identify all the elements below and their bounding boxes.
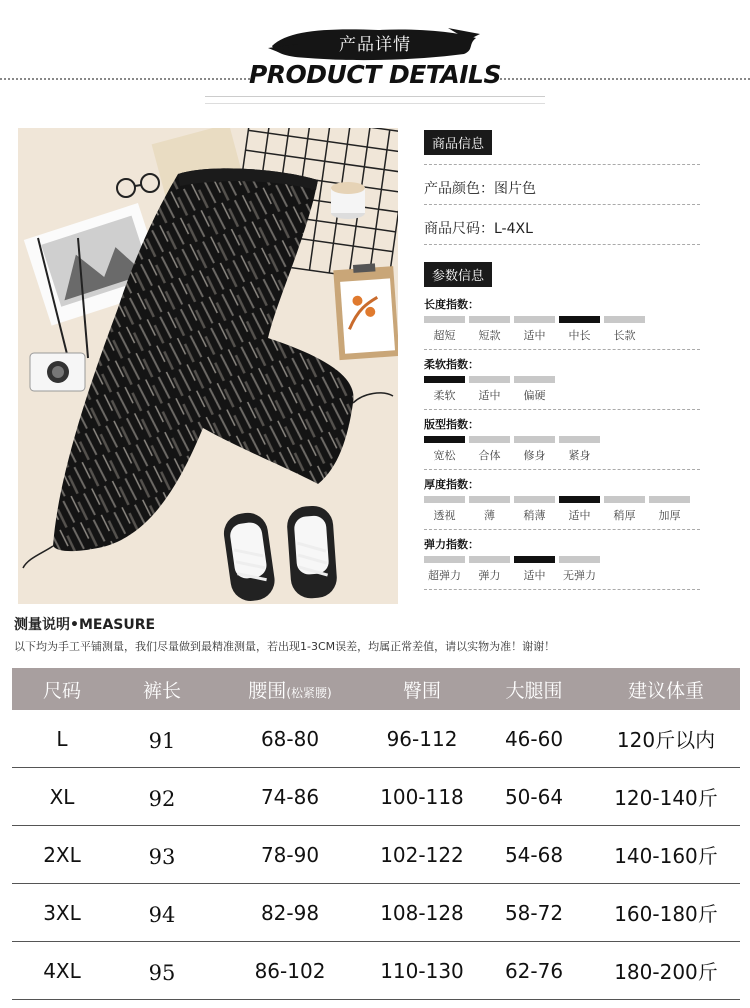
param-block: [424, 416, 700, 470]
cell-weight: 180-200斤: [592, 942, 740, 1000]
param-scale-labels: [424, 507, 700, 523]
cell-waist: 82-98: [212, 884, 368, 942]
cn-title: 产品详情: [339, 35, 411, 55]
size-table-header: [12, 668, 740, 710]
cell-size: 2XL: [12, 826, 112, 884]
header-length: 裤长: [112, 668, 212, 710]
divider: [424, 529, 700, 530]
cell-hip: 108-128: [368, 884, 476, 942]
cell-hip: 100-118: [368, 768, 476, 826]
cell-hip: 96-112: [368, 710, 476, 768]
param-block: [424, 356, 700, 410]
cell-thigh: 58-72: [476, 884, 592, 942]
param-label: 弹力: [478, 569, 501, 582]
size-table-body: [12, 710, 740, 1000]
param-block: [424, 296, 700, 350]
param-label: 透视: [433, 509, 456, 522]
param-scale-labels: [424, 327, 700, 343]
divider: [424, 349, 700, 350]
param-label: 中长: [568, 329, 591, 342]
param-label: 短款: [478, 329, 501, 342]
table-row: [12, 710, 740, 768]
cell-waist: 78-90: [212, 826, 368, 884]
cell-size: 3XL: [12, 884, 112, 942]
param-segment-active: [514, 556, 555, 563]
cell-size: XL: [12, 768, 112, 826]
param-scale-bar: [424, 556, 700, 563]
header-waist: 腰围(松紧腰): [212, 668, 368, 710]
param-title: 版型指数：: [424, 418, 479, 431]
cell-thigh: 50-64: [476, 768, 592, 826]
param-segment: [514, 496, 555, 503]
cell-size: 4XL: [12, 942, 112, 1000]
param-segment: [604, 496, 645, 503]
divider: [424, 204, 700, 205]
color-label: 产品颜色：: [424, 181, 494, 197]
cell-length: 92: [112, 768, 212, 826]
param-title: 弹力指数：: [424, 538, 479, 551]
param-label: 柔软: [433, 389, 456, 402]
param-segment-active: [424, 436, 465, 443]
param-label: 长款: [613, 329, 636, 342]
cell-weight: 140-160斤: [592, 826, 740, 884]
param-label: 适中: [478, 389, 501, 402]
cell-length: 93: [112, 826, 212, 884]
param-info-tag: 参数信息: [424, 262, 492, 287]
divider: [424, 244, 700, 245]
waist-note: (松紧腰): [286, 685, 332, 700]
header-size: 尺码: [12, 668, 112, 710]
param-scale-bar: [424, 496, 700, 503]
param-segment-active: [559, 316, 600, 323]
header-thigh: 大腿围: [476, 668, 592, 710]
table-row: [12, 942, 740, 1000]
param-segment: [469, 316, 510, 323]
param-segment: [559, 556, 600, 563]
cell-waist: 74-86: [212, 768, 368, 826]
param-label: 偏硬: [523, 389, 546, 402]
cell-hip: 110-130: [368, 942, 476, 1000]
param-label: 紧身: [568, 449, 591, 462]
cell-length: 95: [112, 942, 212, 1000]
cell-thigh: 62-76: [476, 942, 592, 1000]
param-scale-labels: [424, 567, 700, 583]
cell-length: 94: [112, 884, 212, 942]
product-photo: [18, 128, 398, 604]
product-info-tag: 商品信息: [424, 130, 492, 155]
param-segment: [604, 316, 645, 323]
param-title: 柔软指数：: [424, 358, 479, 371]
cell-thigh: 54-68: [476, 826, 592, 884]
divider: [424, 469, 700, 470]
param-label: 适中: [568, 509, 591, 522]
param-segment: [514, 436, 555, 443]
param-scale-bar: [424, 436, 700, 443]
param-segment: [514, 376, 555, 383]
param-scale-bar: [424, 316, 700, 323]
cell-hip: 102-122: [368, 826, 476, 884]
color-value: 图片色: [494, 181, 536, 197]
cell-size: L: [12, 710, 112, 768]
param-segment-active: [559, 496, 600, 503]
product-details-header: [0, 0, 750, 120]
param-label: 适中: [523, 329, 546, 342]
param-segment: [469, 436, 510, 443]
measure-note: 以下均为手工平铺测量，我们尽量做到最精准测量，若出现1-3CM误差，均属正常差值，请以实物为准！谢谢！: [14, 640, 556, 653]
size-row: [424, 218, 533, 238]
color-row: [424, 178, 536, 198]
cell-waist: 68-80: [212, 710, 368, 768]
divider: [424, 164, 700, 165]
param-segment: [469, 556, 510, 563]
param-title: 厚度指数：: [424, 478, 479, 491]
param-scale-labels: [424, 447, 700, 463]
divider: [424, 589, 700, 590]
size-value: L-4XL: [494, 221, 533, 237]
cell-weight: 120斤以内: [592, 710, 740, 768]
table-row: [12, 768, 740, 826]
cell-weight: 120-140斤: [592, 768, 740, 826]
cell-waist: 86-102: [212, 942, 368, 1000]
param-label: 超短: [433, 329, 456, 342]
table-row: [12, 884, 740, 942]
cell-thigh: 46-60: [476, 710, 592, 768]
size-table: [12, 668, 740, 1000]
param-segment: [469, 376, 510, 383]
param-scale-bar: [424, 376, 700, 383]
decorative-fine-print: [205, 94, 545, 107]
param-label: 宽松: [433, 449, 456, 462]
param-scale-labels: [424, 387, 700, 403]
param-block: [424, 476, 700, 530]
param-label: 适中: [523, 569, 546, 582]
param-segment: [559, 436, 600, 443]
header-hip: 臀围: [368, 668, 476, 710]
size-label: 商品尺码：: [424, 221, 494, 237]
product-photo-illustration: [18, 128, 398, 604]
header-weight: 建议体重: [592, 668, 740, 710]
param-label: 超弹力: [428, 569, 461, 582]
param-title: 长度指数：: [424, 298, 479, 311]
param-label: 无弹力: [563, 569, 596, 582]
cell-length: 91: [112, 710, 212, 768]
en-title: PRODUCT DETAILS: [248, 60, 501, 89]
param-segment: [424, 556, 465, 563]
param-label: 合体: [478, 449, 501, 462]
param-segment: [469, 496, 510, 503]
param-label: 修身: [523, 449, 546, 462]
param-segment: [649, 496, 690, 503]
measure-title: 测量说明•MEASURE: [14, 617, 156, 633]
param-label: 加厚: [658, 509, 681, 522]
param-segment: [424, 316, 465, 323]
param-segment: [514, 316, 555, 323]
param-label: 薄: [484, 509, 495, 522]
table-row: [12, 826, 740, 884]
divider: [424, 409, 700, 410]
param-segment-active: [424, 376, 465, 383]
param-block: [424, 536, 700, 590]
param-segment: [424, 496, 465, 503]
param-label: 稍厚: [613, 509, 636, 522]
param-label: 稍薄: [523, 509, 546, 522]
cell-weight: 160-180斤: [592, 884, 740, 942]
